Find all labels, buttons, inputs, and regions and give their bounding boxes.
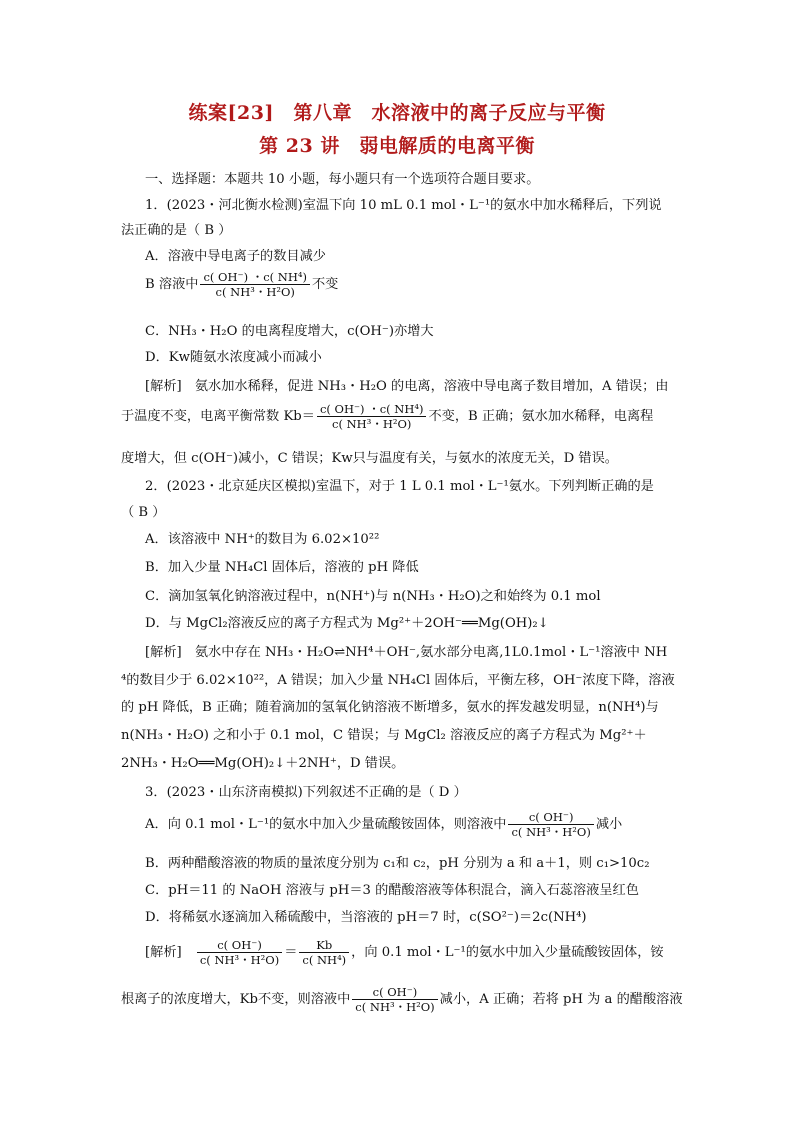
section-heading: 一、选择题：本题共 10 小题，每小题只有一个选项符合题目要求。	[145, 172, 540, 187]
q3-stem: 3．(2023・山东济南模拟)下列叙述不正确的是（ D ）	[145, 785, 467, 800]
q1-analysis-prefix: 于温度不变，电离平衡常数 Kb＝	[121, 409, 315, 424]
q3-analysis-fraction-3	[352, 985, 437, 1014]
q1-option-b-suffix: 不变	[311, 277, 339, 292]
fraction-denominator: c( NH³・H²O)	[199, 953, 280, 967]
q3-option-a-prefix: A．向 0.1 mol・L⁻¹的氨水中加入少量硫酸铵固体，则溶液中	[145, 817, 507, 832]
fraction-denominator: c( NH³・H²O)	[332, 417, 412, 431]
q3-option-a-suffix: 减小	[595, 817, 623, 832]
q1-option-c: C．NH₃・H₂O 的电离程度增大，c(OH⁻)亦增大	[145, 324, 434, 339]
q2-analysis-line4: n(NH₃・H₂O) 之和小于 0.1 mol，C 错误；与 MgCl₂ 溶液反应的离子方程式为 Mg²⁺＋	[121, 728, 647, 743]
q1-analysis-fraction	[317, 402, 427, 431]
q1-analysis-line2	[121, 402, 653, 431]
q1-option-d: D．Kw随氨水浓度减小而减小	[145, 350, 322, 365]
q3-analysis-suffix: ，向 0.1 mol・L⁻¹的氨水中加入少量硫酸铵固体，铵	[351, 945, 664, 960]
q1-stem-line1: 1．(2023・河北衡水检测)室温下向 10 mL 0.1 mol・L⁻¹的氨水中加水稀释后，下列说	[145, 198, 662, 213]
fraction-numerator: c( OH⁻)	[197, 938, 282, 953]
q1-analysis-line1: [解析] 氨水加水稀释，促进 NH₃・H₂O 的电离，溶液中导电离子数目增加，A 错误；由	[145, 379, 669, 394]
q2-analysis-line5: 2NH₃・H₂O══Mg(OH)₂↓＋2NH⁺，D 错误。	[121, 756, 405, 771]
q3-option-d: D．将稀氨水逐滴加入稀硫酸中，当溶液的 pH＝7 时，c(SO²⁻)＝2c(NH⁴)	[145, 910, 587, 925]
fraction-numerator: c( OH⁻) ・c( NH⁴)	[200, 270, 310, 285]
chapter-title: 练案[23] 第八章 水溶液中的离子反应与平衡	[188, 102, 606, 124]
q2-option-d: D．与 MgCl₂溶液反应的离子方程式为 Mg²⁺＋2OH⁻══Mg(OH)₂↓	[145, 616, 549, 631]
q3-analysis-line1	[145, 938, 664, 967]
q2-option-a: A．该溶液中 NH⁺的数目为 6.02×10²²	[145, 532, 380, 547]
fraction-denominator: c( NH³・H²O)	[355, 1000, 435, 1014]
q1-option-a: A．溶液中导电离子的数目减少	[145, 249, 326, 264]
q3-analysis-prefix: [解析]	[145, 945, 195, 960]
q3-option-b: B．两种醋酸溶液的物质的量浓度分别为 c₁和 c₂，pH 分别为 a 和 a＋1，则 c₁>10c₂	[145, 856, 650, 871]
q2-analysis-line2: ⁴的数目少于 6.02×10²²，A 错误；加入少量 NH₄Cl 固体后，平衡左移，OH⁻浓度下降，溶液	[121, 673, 675, 688]
q3-option-c: C．pH＝11 的 NaOH 溶液与 pH＝3 的醋酸溶液等体积混合，滴入石蕊溶液呈红色	[145, 883, 639, 898]
q3-analysis-equals: ＝	[284, 945, 298, 960]
q1-option-b	[145, 270, 338, 299]
fraction-denominator: c( NH³・H²O)	[511, 825, 591, 839]
q1-analysis-line3: 度增大，但 c(OH⁻)减小，C 错误；Kw只与温度有关，与氨水的浓度无关，D 错误。	[121, 451, 618, 466]
q2-option-c: C．滴加氢氧化钠溶液过程中，n(NH⁺)与 n(NH₃・H₂O)之和始终为 0.1 mol	[145, 589, 601, 604]
q3-analysis-fraction-2	[299, 938, 349, 967]
q1-option-b-prefix: B 溶液中	[145, 277, 199, 292]
q3-analysis-line2-prefix: 根离子的浓度增大，Kb不变，则溶液中	[121, 992, 351, 1007]
q3-analysis-line2	[121, 985, 683, 1014]
q2-analysis-line1: [解析] 氨水中存在 NH₃・H₂O⇌NH⁴＋OH⁻,氨水部分电离,1L0.1mol・L⁻¹溶液中 NH	[145, 645, 668, 660]
fraction-denominator: c( NH³・H²O)	[215, 285, 295, 299]
q2-stem-line2: （ B ）	[121, 505, 166, 520]
q3-analysis-line2-suffix: 减小，A 正确；若将 pH 为 a 的醋酸溶液	[439, 992, 683, 1007]
q3-option-a-fraction	[508, 810, 593, 839]
fraction-denominator: c( NH⁴)	[302, 953, 347, 967]
fraction-numerator: c( OH⁻) ・c( NH⁴)	[317, 402, 427, 417]
fraction-numerator: c( OH⁻)	[508, 810, 593, 825]
q3-analysis-fraction-1	[197, 938, 282, 967]
fraction-numerator: c( OH⁻)	[352, 985, 437, 1000]
q2-analysis-line3: 的 pH 降低，B 正确；随着滴加的氢氧化钠溶液不断增多，氨水的挥发越发明显，n(NH⁴)与	[121, 700, 659, 715]
q2-option-b: B．加入少量 NH₄Cl 固体后，溶液的 pH 降低	[145, 560, 419, 575]
fraction-numerator: Kb	[299, 938, 349, 953]
q1-option-b-fraction	[200, 270, 310, 299]
q1-stem-line2: 法正确的是（ B ）	[121, 223, 232, 238]
q1-analysis-suffix: 不变，B 正确；氨水加水稀释，电离程	[428, 409, 654, 424]
q2-stem-line1: 2．(2023・北京延庆区模拟)室温下，对于 1 L 0.1 mol・L⁻¹氨水。下列判断正确的是	[145, 479, 654, 494]
q3-option-a	[145, 810, 622, 839]
lesson-title: 第 23 讲 弱电解质的电离平衡	[259, 135, 535, 157]
